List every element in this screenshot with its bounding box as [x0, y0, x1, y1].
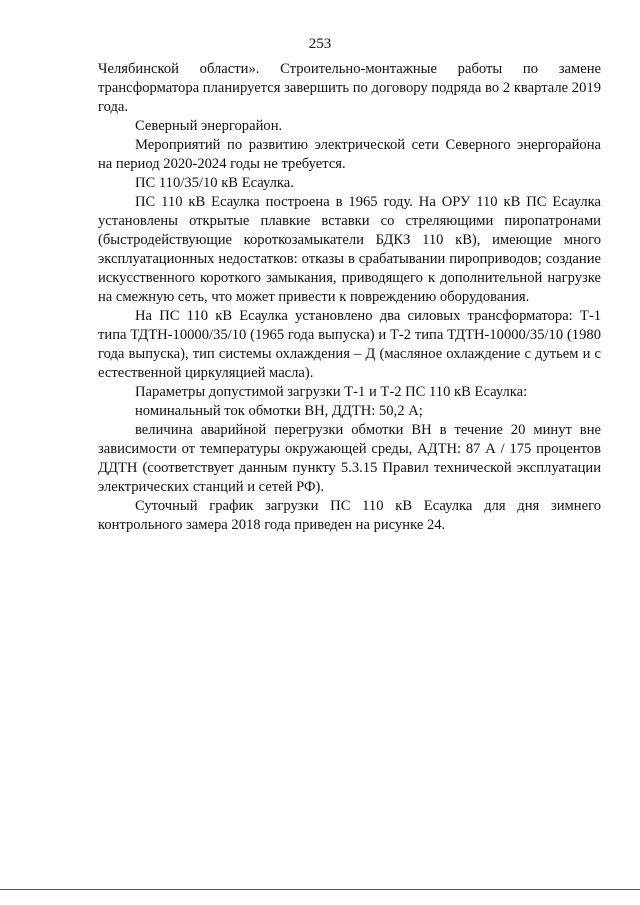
page-number: 253: [308, 36, 332, 52]
bottom-divider: [0, 889, 640, 890]
document-body: [98, 60, 601, 535]
paragraph-substation-heading: ПС 110/35/10 кВ Есаулка.: [135, 175, 294, 191]
paragraph-emergency-overload: величина аварийной перегрузки обмотки ВН в течение 20 минут вне зависимости от температуры окружающей среды, АДТН: 87 А / 175 процентов ДДТН (соответствует данным пункту 5.3.15 Правил технической эксплуатации электрических станций и сетей РФ).: [98, 422, 601, 495]
paragraph-transformers: На ПС 110 кВ Есаулка установлено два силовых трансформатора: Т-1 типа ТДТН-10000/35/10 (1965 года выпуска) и Т-2 типа ТДТН-10000/35/10 (1980 года выпуска), тип системы охлаждения – Д (масляное охлаждение с дутьем и с естественной циркуляцией масла).: [98, 308, 601, 381]
paragraph-measures: Мероприятий по развитию электрической сети Северного энергорайона на период 2020-2024 годы не требуется.: [98, 137, 601, 172]
paragraph-daily-load-graph: Суточный график загрузки ПС 110 кВ Есаулка для дня зимнего контрольного замера 2018 года приведен на рисунке 24.: [98, 498, 601, 533]
paragraph-continuation: Челябинской области». Строительно-монтажные работы по замене трансформатора планируется завершить по договору подряда во 2 квартале 2019 года.: [98, 61, 601, 115]
paragraph-substation-description: ПС 110 кВ Есаулка построена в 1965 году. На ОРУ 110 кВ ПС Есаулка установлены открытые плавкие вставки со стреляющими пиропатронами (быстродействующие короткозамыкатели БДКЗ 110 кВ), имеющие много эксплуатационных недостатков: отказы в срабатывании пироприводов; создание искусственного короткого замыкания, приводящего к дополнительной нагрузке на смежную сеть, что может привести к повреждению оборудования.: [98, 194, 601, 305]
paragraph-load-parameters: Параметры допустимой загрузки Т-1 и Т-2 ПС 110 кВ Есаулка:: [135, 384, 528, 400]
paragraph-rated-current: номинальный ток обмотки ВН, ДДТН: 50,2 А;: [135, 403, 423, 419]
paragraph-section-heading: Северный энергорайон.: [135, 118, 283, 134]
